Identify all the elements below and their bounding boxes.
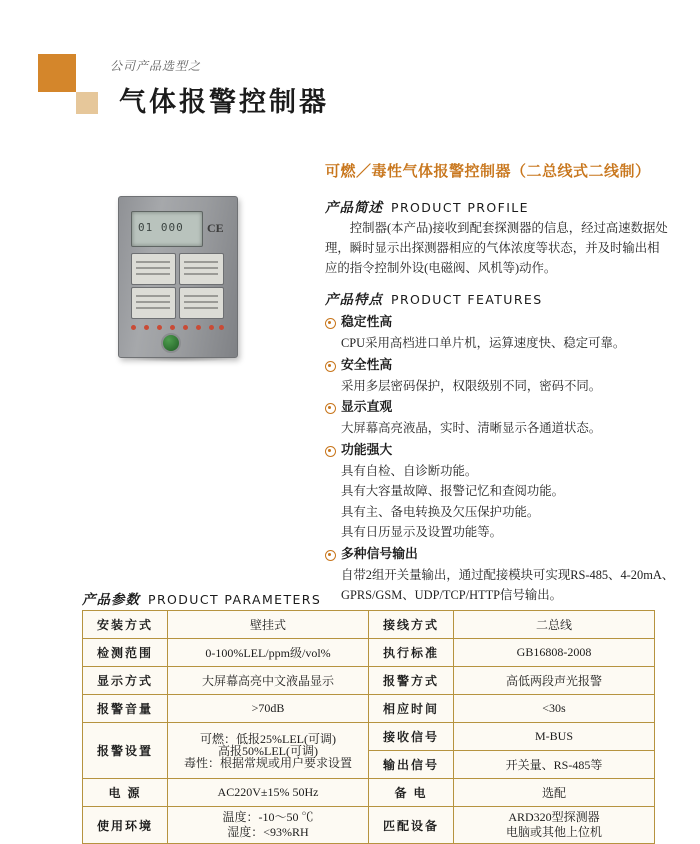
section-title-parameters: [82, 588, 321, 608]
feature-detail-line: 具有大容量故障、报警记忆和查阅功能。: [341, 484, 565, 498]
param-key: 相应时间: [369, 695, 454, 723]
feature-detail-line: CPU采用高档进口单片机，运算速度快、稳定可靠。: [341, 336, 626, 350]
param-key: 匹配设备: [369, 807, 454, 844]
feature-detail: [325, 461, 675, 543]
param-value: GB16808-2008: [454, 639, 655, 667]
param-value-line: 湿度：<93%RH: [227, 825, 309, 839]
section-title-parameters-en: PRODUCT PARAMETERS: [148, 592, 322, 607]
feature-detail: [325, 376, 675, 397]
table-row: [83, 611, 655, 639]
feature-item: [325, 312, 675, 354]
feature-heading: [325, 397, 675, 418]
param-value: AC220V±15% 50Hz: [168, 779, 369, 807]
feature-heading-label: 功能强大: [341, 442, 393, 457]
parameters-table: [82, 610, 655, 844]
feature-detail-line: 具有主、备电转换及欠压保护功能。: [341, 504, 540, 519]
feature-item: [325, 355, 675, 397]
page-title: 气体报警控制器: [119, 87, 329, 117]
bullet-circle-icon: [325, 550, 336, 561]
param-key: 显示方式: [83, 667, 168, 695]
param-key: 执行标准: [369, 639, 454, 667]
section-title-profile-en: PRODUCT PROFILE: [391, 200, 529, 215]
device-label-panel: [179, 287, 224, 319]
product-headline: 可燃／毒性气体报警控制器（二总线式二线制）: [325, 163, 651, 180]
param-key: 输出信号: [369, 751, 454, 779]
param-value-line: 电脑或其他上位机: [505, 825, 602, 839]
param-key: 报警方式: [369, 667, 454, 695]
param-value-line: 可燃：低报25%LEL(可调): [200, 731, 336, 746]
feature-heading-label: 安全性高: [341, 357, 393, 372]
param-key: 接收信号: [369, 723, 454, 751]
table-row: [83, 639, 655, 667]
param-value: 选配: [454, 779, 655, 807]
device-lcd-value: 01 000: [138, 221, 184, 234]
feature-detail-line: GPRS/GSM、UDP/TCP/HTTP信号输出。: [341, 588, 563, 602]
device-label-panel: [131, 253, 176, 285]
feature-detail-line: 自带2组开关量输出，通过配接模块可实现RS-485、4-20mA、: [341, 567, 675, 582]
profile-body-text: 控制器(本产品)接收到配套探测器的信息，经过高速数据处理，瞬时显示出探测器相应的气体浓度等状态，并及时输出相应的指令控制外设(电磁阀、风机等)动作。: [325, 221, 668, 275]
feature-item: [325, 397, 675, 439]
feature-detail-line: 具有日历显示及设置功能等。: [341, 525, 503, 539]
param-key: 电 源: [83, 779, 168, 807]
table-row: [83, 807, 655, 844]
device-power-knob-icon: [161, 333, 181, 353]
device-label-panel: [179, 253, 224, 285]
feature-detail: [325, 333, 675, 354]
table-row: [83, 695, 655, 723]
feature-heading: [325, 440, 675, 461]
bullet-circle-icon: [325, 446, 336, 457]
feature-heading-label: 多种信号输出: [341, 546, 418, 561]
param-value-line: 毒性：根据常规或用户要求设置: [183, 755, 352, 770]
feature-detail-line: 采用多层密码保护，权限级别不同，密码不同。: [341, 378, 602, 393]
feature-heading-label: 显示直观: [341, 400, 393, 414]
decorative-square-orange: [38, 54, 76, 92]
product-image-gas-alarm-controller: [118, 196, 238, 358]
feature-heading-label: 稳定性高: [341, 315, 393, 329]
bullet-circle-icon: [325, 361, 336, 372]
param-value-line: ARD320型探测器: [508, 810, 600, 824]
section-title-features-cn: 产品特点: [325, 292, 383, 307]
param-value: [454, 807, 655, 844]
param-key: 备 电: [369, 779, 454, 807]
param-value: 二总线: [454, 611, 655, 639]
param-value: 高低两段声光报警: [454, 667, 655, 695]
param-value: >70dB: [168, 695, 369, 723]
feature-heading: [325, 312, 675, 333]
param-value: 大屏幕高亮中文液晶显示: [168, 667, 369, 695]
param-key: 检测范围: [83, 639, 168, 667]
ce-mark-icon: CE: [207, 221, 224, 235]
param-value: M-BUS: [454, 723, 655, 751]
section-title-features-en: PRODUCT FEATURES: [391, 292, 543, 307]
section-title-features: [325, 288, 543, 308]
section-title-parameters-cn: 产品参数: [82, 592, 140, 607]
section-title-profile-cn: 产品简述: [325, 200, 383, 215]
feature-heading: [325, 544, 675, 565]
page-header: [0, 0, 700, 135]
decorative-square-tan: [76, 92, 98, 114]
feature-item: [325, 544, 675, 606]
param-key: 报警设置: [83, 723, 168, 779]
param-key: 报警音量: [83, 695, 168, 723]
param-value-line: 高报50%LEL(可调): [218, 743, 318, 758]
table-row: [83, 667, 655, 695]
device-led-row: [131, 325, 225, 333]
param-value-line: 温度：-10～50 ℃: [222, 810, 314, 824]
bullet-circle-icon: [325, 318, 336, 329]
feature-detail: [325, 565, 675, 606]
device-label-panel: [131, 287, 176, 319]
table-row: [83, 723, 655, 751]
feature-heading: [325, 355, 675, 376]
param-value: <30s: [454, 695, 655, 723]
param-key: 使用环境: [83, 807, 168, 844]
bullet-circle-icon: [325, 403, 336, 414]
feature-item: [325, 440, 675, 543]
param-key: 接线方式: [369, 611, 454, 639]
features-list: [325, 312, 675, 607]
section-title-profile: [325, 196, 529, 216]
device-lcd-screen: [131, 211, 203, 247]
feature-detail: [325, 418, 675, 439]
param-value: 0-100%LEL/ppm级/vol%: [168, 639, 369, 667]
header-kicker: 公司产品选型之: [110, 59, 202, 73]
table-row: [83, 779, 655, 807]
feature-detail-line: 大屏幕高亮液晶，实时、清晰显示各通道状态。: [341, 421, 602, 435]
param-value: [168, 723, 369, 779]
param-value: [168, 807, 369, 844]
param-value: 开关量、RS-485等: [454, 751, 655, 779]
param-value: 壁挂式: [168, 611, 369, 639]
param-key: 安装方式: [83, 611, 168, 639]
feature-detail-line: 具有自检、自诊断功能。: [341, 463, 478, 478]
